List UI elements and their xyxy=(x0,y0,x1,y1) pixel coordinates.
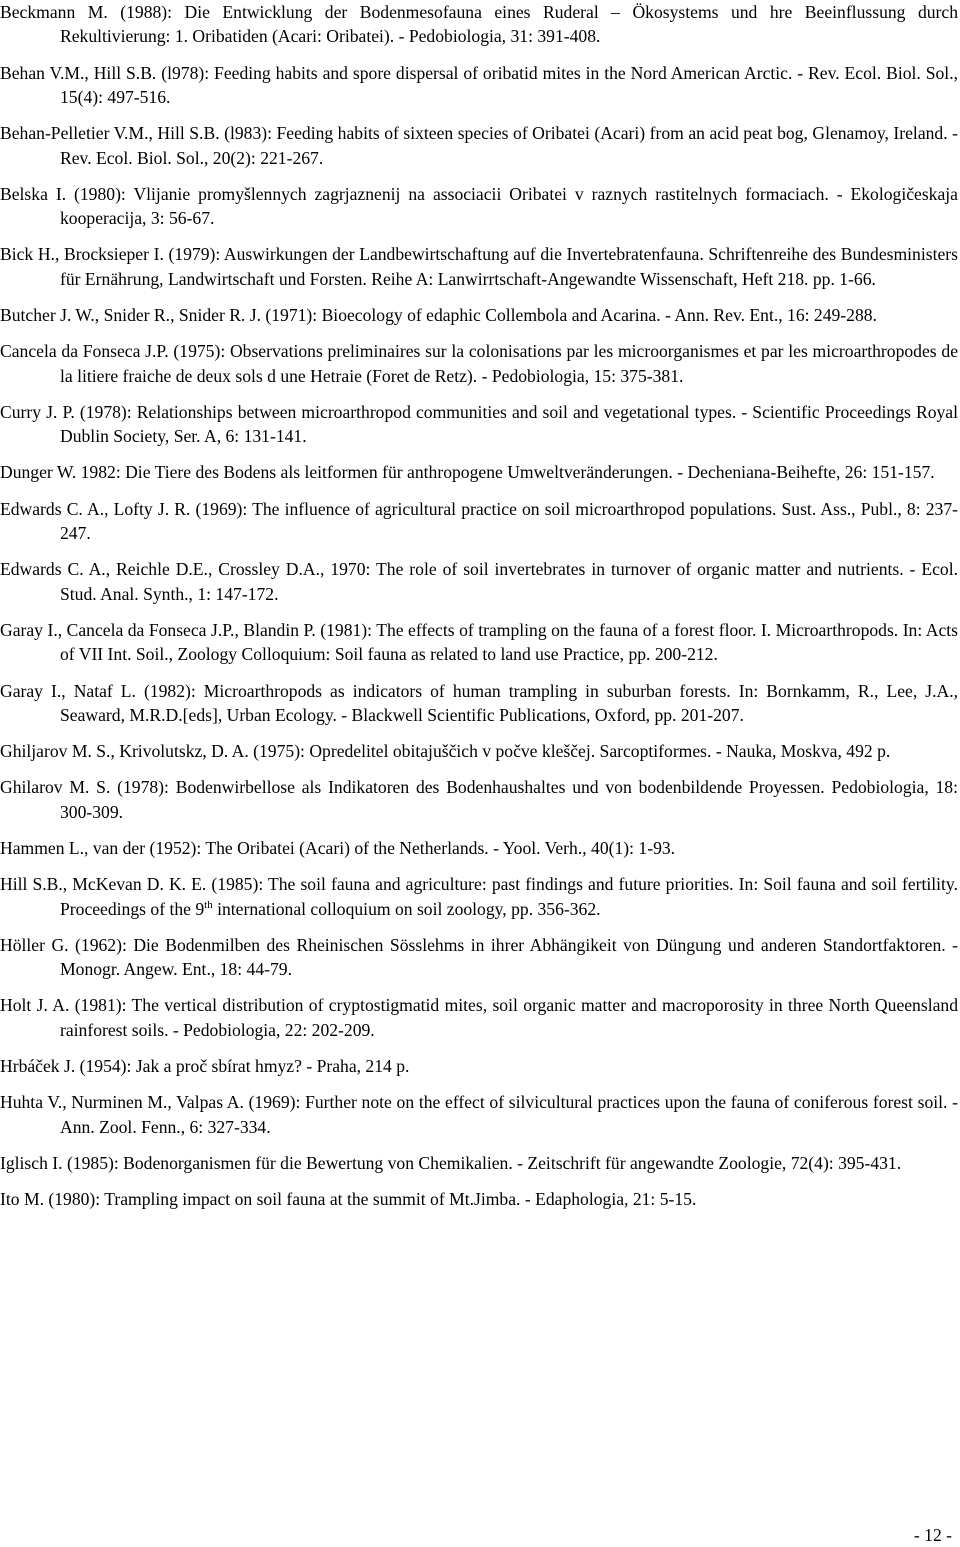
reference-entry: Dunger W. 1982: Die Tiere des Bodens als leitformen für anthropogene Umweltveränderungen. - Decheniana-Beihefte, 26: 151-157. xyxy=(0,462,935,483)
reference-entry: Behan-Pelletier V.M., Hill S.B. (l983): Feeding habits of sixteen species of Oribatei (Acari) from an acid peat bog, Glenamoy, Ireland. - Rev. Ecol. Biol. Sol., 20(2): 221-267. xyxy=(0,123,958,168)
reference-entry: Bick H., Brocksieper I. (1979): Auswirkungen der Landbewirtschaftung auf die Invertebratenfauna. Schriftenreihe des Bundesministers für Ernährung, Landwirtschaft und Forsten. Reihe A: Lanwirrtschaft-Angewandte Wissenschaft, Heft 218. pp. 1-66. xyxy=(0,244,958,289)
reference-entry: Garay I., Nataf L. (1982): Microarthropods as indicators of human trampling in suburban forests. In: Bornkamm, R., Lee, J.A., Seaward, M.R.D.[eds], Urban Ecology. - Blackwell Scientific Publications, Oxford, pp. 201-207. xyxy=(0,680,958,725)
reference-entry: Holt J. A. (1981): The vertical distribution of cryptostigmatid mites, soil organic matter and macroporosity in three North Queensland rainforest soils. - Pedobiologia, 22: 202-209. xyxy=(0,995,958,1040)
reference-entry: Beckmann M. (1988): Die Entwicklung der Bodenmesofauna eines Ruderal – Ökosystems und hre Beeinflussung durch Rekultivierung: 1. Oribatiden (Acari: Oribatei). - Pedobiologia, 31: 391-408. xyxy=(0,2,958,47)
reference-entry: Behan V.M., Hill S.B. (l978): Feeding habits and spore dispersal of oribatid mites in the Nord American Arctic. - Rev. Ecol. Biol. Sol., 15(4): 497-516. xyxy=(0,62,958,108)
reference-entry: Cancela da Fonseca J.P. (1975): Observations preliminaires sur la colonisations par les microorganismes et par les microarthropodes de la litiere fraiche de deux sols d une Hetraie (Foret de Retz). - Pedobiologia, 15: 375-381. xyxy=(0,341,958,386)
reference-entry: Höller G. (1962): Die Bodenmilben des Rheinischen Sösslehms in ihrer Abhängikeit von Düngung und anderen Standortfaktoren. - Monogr. Angew. Ent., 18: 44-79. xyxy=(0,934,958,980)
page-number: - 12 - xyxy=(913,1525,952,1545)
reference-entry xyxy=(0,872,958,921)
reference-entry: Edwards C. A., Lofty J. R. (1969): The influence of agricultural practice on soil microarthropod populations. Sust. Ass., Publ., 8: 237-247. xyxy=(0,498,958,544)
reference-entry: Edwards C. A., Reichle D.E., Crossley D.A., 1970: The role of soil invertebrates in turnover of organic matter and nutrients. - Ecol. Stud. Anal. Synth., 1: 147-172. xyxy=(0,559,958,604)
reference-entry: Hammen L., van der (1952): The Oribatei (Acari) of the Netherlands. - Yool. Verh., 40(1): 1-93. xyxy=(0,837,676,858)
reference-entry: Garay I., Cancela da Fonseca J.P., Blandin P. (1981): The effects of trampling on the fauna of a forest floor. I. Microarthropods. In: Acts of VII Int. Soil., Zoology Colloquium: Soil fauna as related to land use Practice, pp. 200-212. xyxy=(0,619,958,665)
reference-text: Hill S.B., McKevan D. K. E. (1985): The soil fauna and agriculture: past findings and future priorities. In: Soil fauna and soil fertility. Proceedings of the 9 xyxy=(0,874,958,919)
reference-entry: Huhta V., Nurminen M., Valpas A. (1969): Further note on the effect of silvicultural practices upon the fauna of coniferous forest soil. - Ann. Zool. Fenn., 6: 327-334. xyxy=(0,1092,958,1137)
reference-entry: Butcher J. W., Snider R., Snider R. J. (1971): Bioecology of edaphic Collembola and Acarina. - Ann. Rev. Ent., 16: 249-288. xyxy=(0,305,877,326)
reference-entry: Ghilarov M. S. (1978): Bodenwirbellose als Indikatoren des Bodenhaushaltes und von bodenbildende Proyessen. Pedobiologia, 18: 300-309. xyxy=(0,777,958,822)
ordinal-superscript: th xyxy=(204,898,213,911)
reference-text-continued: international colloquium on soil zoology, pp. 356-362. xyxy=(212,898,601,919)
reference-entry: Iglisch I. (1985): Bodenorganismen für die Bewertung von Chemikalien. - Zeitschrift für angewandte Zoologie, 72(4): 395-431. xyxy=(0,1152,902,1173)
reference-entry: Ito M. (1980): Trampling impact on soil fauna at the summit of Mt.Jimba. - Edaphologia, 21: 5-15. xyxy=(0,1188,697,1209)
reference-entry: Belska I. (1980): Vlijanie promyšlennych zagrjaznenij na associacii Oribatei v raznych rastitelnych formaciach. - Ekologičeskaja kooperacija, 3: 56-67. xyxy=(0,183,958,229)
reference-entry: Ghiljarov M. S., Krivolutskz, D. A. (1975): Opredelitel obitajuščich v počve kleščej. Sarcoptiformes. - Nauka, Moskva, 492 p. xyxy=(0,741,891,762)
reference-entry: Hrbáček J. (1954): Jak a proč sbírat hmyz? - Praha, 214 p. xyxy=(0,1055,410,1076)
reference-entry: Curry J. P. (1978): Relationships between microarthropod communities and soil and vegetational types. - Scientific Proceedings Royal Dublin Society, Ser. A, 6: 131-141. xyxy=(0,401,958,447)
